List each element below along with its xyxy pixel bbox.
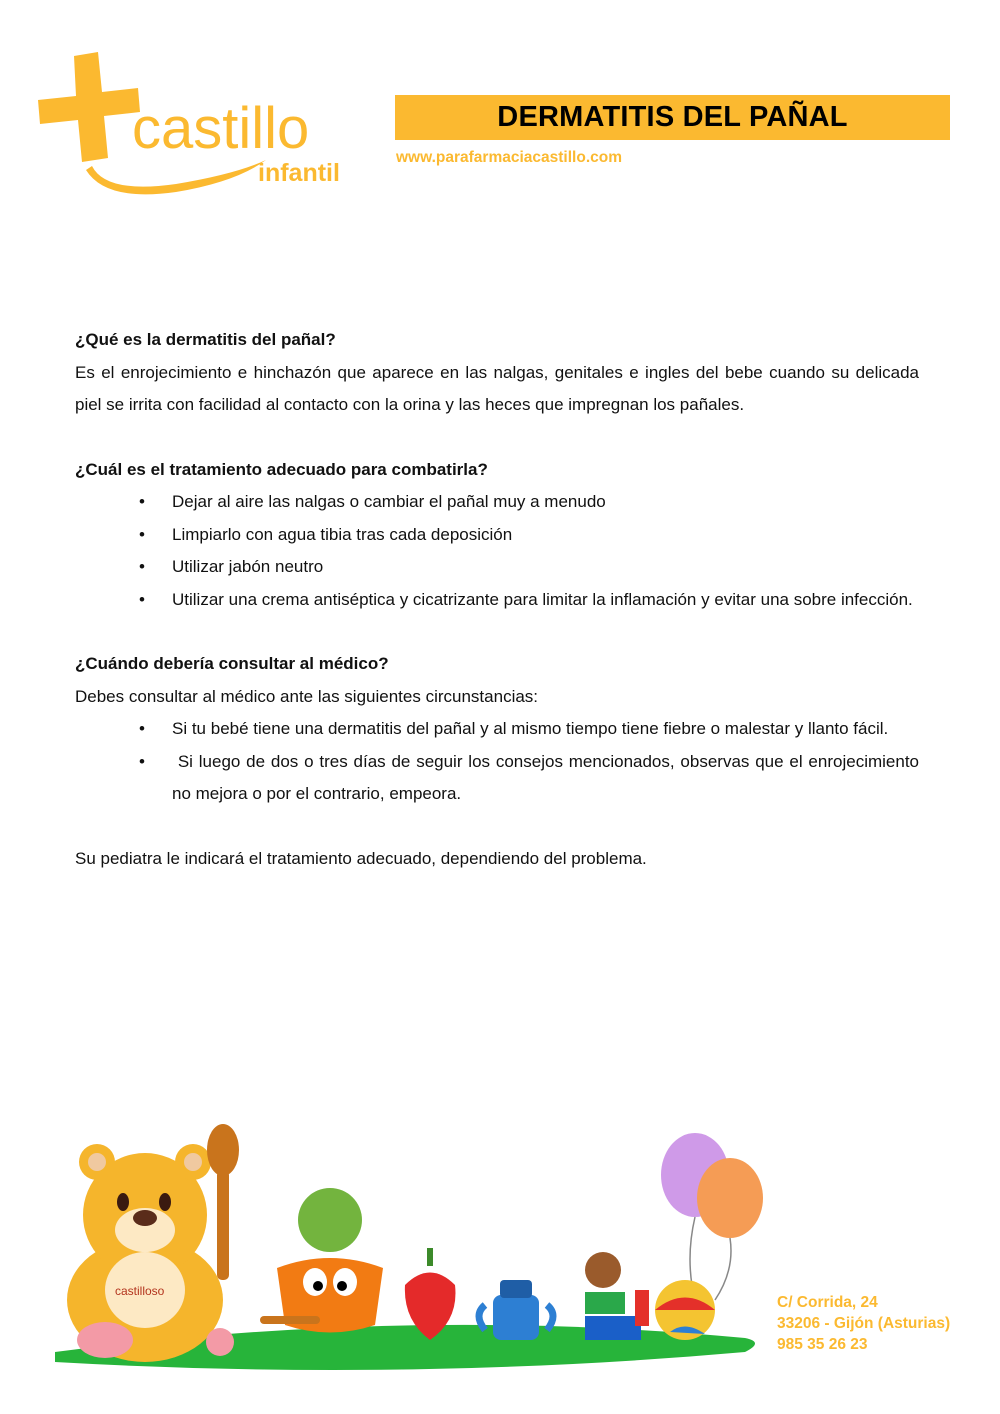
list-item: • Limpiarlo con agua tibia tras cada deposición [75,519,919,552]
list-item: • Si luego de dos o tres días de seguir los consejos mencionados, observas que el enrojecimiento no mejora o por el contrario, empeora. [75,746,919,811]
footer-illustration [45,1120,765,1380]
address-street: C/ Corrida, 24 [777,1294,878,1311]
section-paragraph-what: Es el enrojecimiento e hinchazón que aparece en las nalgas, genitales e ingles del bebe cuando su delicada piel se irrita con facilidad al contacto con la orina y las heces que impregnan los pañales. [75,362,919,414]
logo-word: castillo [132,96,310,161]
bullet-icon: • [139,589,145,609]
section-heading-what: ¿Qué es la dermatitis del pañal? [75,330,336,349]
store-address [777,1292,950,1355]
section-intro-doctor: Debes consultar al médico ante las siguientes circunstancias: [75,686,539,706]
cooking-pot-icon [260,1188,383,1333]
list-item: • Utilizar una crema antiséptica y cicatrizante para limitar la inflamación y evitar una sobre infección. [75,584,919,617]
list-item: • Dejar al aire las nalgas o cambiar el pañal muy a menudo [75,486,919,519]
balloons-icon [661,1133,763,1300]
bullet-icon: • [139,492,145,511]
bullet-icon: • [139,557,145,576]
section-heading-treatment: ¿Cuál es el tratamiento adecuado para combatirla? [75,459,488,479]
bullet-icon: • [139,719,145,738]
address-phone: 985 35 26 23 [777,1336,868,1353]
logo-sub: infantil [258,159,340,187]
treatment-list [75,486,919,616]
list-item: • Utilizar jabón neutro [75,551,919,584]
website-link[interactable]: www.parafarmaciacastillo.com [396,149,622,166]
address-city: 33206 - Gijón (Asturias) [777,1315,951,1332]
section-heading-doctor: ¿Cuándo debería consultar al médico? [75,654,389,673]
page-title: DERMATITIS DEL PAÑAL [497,101,848,133]
doctor-list [75,713,924,811]
list-item: • Si tu bebé tiene una dermatitis del pañal y al mismo tiempo tiene fiebre o malestar y llanto fácil. [75,713,919,746]
toy-blocks-icon [585,1252,649,1340]
closing-paragraph: Su pediatra le indicará el tratamiento adecuado, dependiendo del problema. [75,848,647,868]
beach-ball-icon [655,1280,715,1340]
teddy-bear-icon [67,1144,234,1362]
title-banner [395,95,950,140]
document-body [75,324,924,875]
bullet-icon: • [139,524,145,544]
bullet-icon: • [139,751,145,771]
castillo-infantil-logo [36,48,356,198]
wooden-spoon-icon [207,1124,239,1280]
bear-logo-text: castilloso [115,1284,165,1298]
